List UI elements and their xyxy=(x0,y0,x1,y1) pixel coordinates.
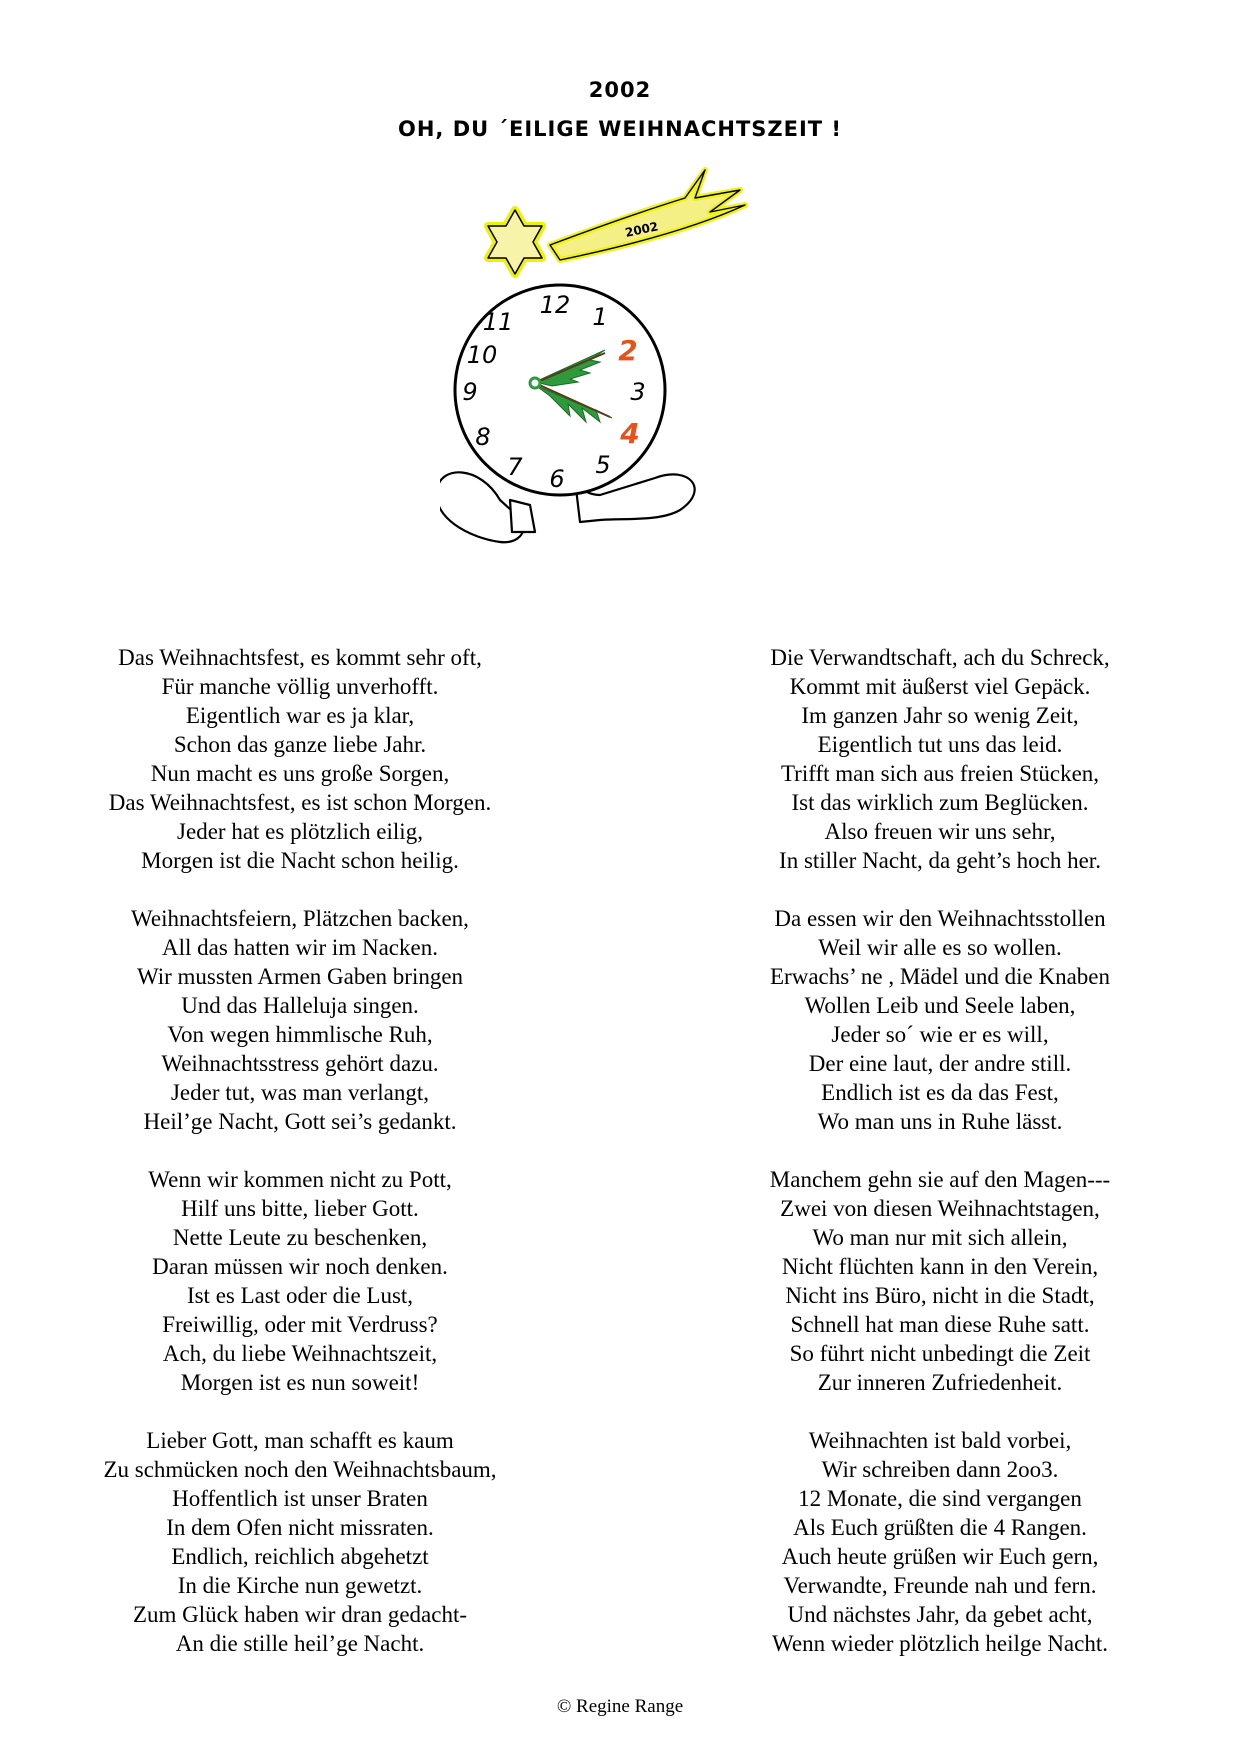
poem-left-column xyxy=(40,643,560,1687)
clock-icon xyxy=(455,285,665,495)
clock-illustration xyxy=(440,160,800,610)
poem-line: Wollen Leib und Seele laben, xyxy=(804,993,1076,1018)
poem-line: Ist das wirklich zum Beglücken. xyxy=(791,790,1089,815)
year-heading: 2002 xyxy=(588,78,652,102)
poem-stanza xyxy=(680,643,1200,875)
poem-line: Freiwillig, oder mit Verdruss? xyxy=(162,1312,438,1337)
poem-line: Zu schmücken noch den Weihnachtsbaum, xyxy=(103,1457,497,1482)
poem-line: Zum Glück haben wir dran gedacht- xyxy=(132,1602,468,1627)
poem-line: Ist es Last oder die Lust, xyxy=(186,1283,414,1308)
poem-line: Manchem gehn sie auf den Magen--- xyxy=(769,1167,1111,1192)
poem-stanza xyxy=(680,1165,1200,1397)
poem-line: Eigentlich war es ja klar, xyxy=(185,703,415,728)
clock-number-8: 8 xyxy=(475,423,491,451)
poem-line: Morgen ist es nun soweit! xyxy=(180,1370,420,1395)
poem-line: Verwandte, Freunde nah und fern. xyxy=(783,1573,1097,1598)
poem-stanza xyxy=(40,1426,560,1658)
poem-line: 12 Monate, die sind vergangen xyxy=(798,1486,1082,1511)
poem-line: Und das Halleluja singen. xyxy=(181,993,419,1018)
poem-line: Das Weihnachtsfest, es ist schon Morgen. xyxy=(108,790,492,815)
poem-line: Da essen wir den Weihnachtsstollen xyxy=(774,906,1106,931)
poem-line: Weil wir alle es so wollen. xyxy=(818,935,1062,960)
poem-line: Im ganzen Jahr so wenig Zeit, xyxy=(801,703,1079,728)
clock-number-7: 7 xyxy=(507,453,523,481)
poem-line: Das Weihnachtsfest, es kommt sehr oft, xyxy=(118,645,482,670)
poem-stanza xyxy=(680,1426,1200,1658)
poem-line: Wenn wir kommen nicht zu Pott, xyxy=(148,1167,452,1192)
poem-line: Die Verwandtschaft, ach du Schreck, xyxy=(770,645,1110,670)
poem-line: Jeder tut, was man verlangt, xyxy=(170,1080,430,1105)
poem-line: Kommt mit äußerst viel Gepäck. xyxy=(789,674,1091,699)
poem-line: Von wegen himmlische Ruh, xyxy=(167,1022,433,1047)
poem-line: Hilf uns bitte, lieber Gott. xyxy=(181,1196,419,1221)
poem-stanza xyxy=(680,904,1200,1136)
poem-line: In dem Ofen nicht missraten. xyxy=(166,1515,434,1540)
poem-line: Nicht ins Büro, nicht in die Stadt, xyxy=(785,1283,1095,1308)
shooting-star-icon xyxy=(488,170,745,274)
poem-line: Wo man uns in Ruhe lässt. xyxy=(817,1109,1063,1134)
poem-line: Eigentlich tut uns das leid. xyxy=(817,732,1063,757)
poem-line: Und nächstes Jahr, da gebet acht, xyxy=(787,1602,1093,1627)
poem-line: Wir schreiben dann 2oo3. xyxy=(821,1457,1059,1482)
poem-line: Weihnachtsstress gehört dazu. xyxy=(161,1051,439,1076)
poem-stanza xyxy=(40,643,560,875)
poem-line: Schon das ganze liebe Jahr. xyxy=(173,732,427,757)
clock-number-12: 12 xyxy=(539,291,571,319)
clock-number-10: 10 xyxy=(466,341,498,369)
poem-line: Daran müssen wir noch denken. xyxy=(152,1254,448,1279)
poem-line: Auch heute grüßen wir Euch gern, xyxy=(781,1544,1099,1569)
poem-line: Jeder hat es plötzlich eilig, xyxy=(177,819,423,844)
poem-line: Erwachs’ ne , Mädel und die Knaben xyxy=(770,964,1110,989)
poem-stanza xyxy=(40,904,560,1136)
poem-line: All das hatten wir im Nacken. xyxy=(162,935,438,960)
poem-line: Zur inneren Zufriedenheit. xyxy=(817,1370,1063,1395)
poem-line: Weihnachtsfeiern, Plätzchen backen, xyxy=(131,906,469,931)
poem-line: Jeder so´ wie er es will, xyxy=(831,1022,1049,1047)
poem-line: Nun macht es uns große Sorgen, xyxy=(150,761,450,786)
poem-line: Für manche völlig unverhofft. xyxy=(161,674,439,699)
poem-line: In stiller Nacht, da geht’s hoch her. xyxy=(779,848,1101,873)
clock-number-9: 9 xyxy=(462,378,478,406)
poem-line: Wir mussten Armen Gaben bringen xyxy=(136,964,464,989)
poem-line: Morgen ist die Nacht schon heilig. xyxy=(141,848,459,873)
poem-line: Hoffentlich ist unser Braten xyxy=(172,1486,428,1511)
clock-number-4: 4 xyxy=(620,417,640,450)
poem-line: Endlich, reichlich abgehetzt xyxy=(171,1544,429,1569)
poem-line: Endlich ist es da das Fest, xyxy=(821,1080,1059,1105)
poem-stanza xyxy=(40,1165,560,1397)
clock-number-6: 6 xyxy=(549,465,565,493)
poem-line: Also freuen wir uns sehr, xyxy=(824,819,1056,844)
clock-number-11: 11 xyxy=(482,308,514,336)
poem-line: Der eine laut, der andre still. xyxy=(808,1051,1072,1076)
poem-line: Wo man nur mit sich allein, xyxy=(812,1225,1068,1250)
poem-line: Als Euch grüßten die 4 Rangen. xyxy=(793,1515,1087,1540)
poem-line: Wenn wieder plötzlich heilge Nacht. xyxy=(772,1631,1108,1656)
clock-number-3: 3 xyxy=(630,378,646,406)
poem-title: OH, DU ´EILIGE WEIHNACHTSZEIT ! xyxy=(397,117,843,141)
poem-line: Lieber Gott, man schafft es kaum xyxy=(146,1428,454,1453)
poem-line: Weihnachten ist bald vorbei, xyxy=(808,1428,1072,1453)
poem-line: So führt nicht unbedingt die Zeit xyxy=(789,1341,1091,1366)
poem-line: An die stille heil’ge Nacht. xyxy=(175,1631,425,1656)
poem-line: In die Kirche nun gewetzt. xyxy=(177,1573,423,1598)
clock-number-5: 5 xyxy=(595,451,611,479)
poem-line: Nicht flüchten kann in den Verein, xyxy=(781,1254,1099,1279)
copyright-notice: © Regine Range xyxy=(556,1696,684,1717)
poem-right-column xyxy=(680,643,1200,1687)
poem-line: Heil’ge Nacht, Gott sei’s gedankt. xyxy=(143,1109,457,1134)
poem-line: Nette Leute zu beschenken, xyxy=(172,1225,428,1250)
clock-number-2: 2 xyxy=(618,334,638,367)
poem-line: Ach, du liebe Weihnachtszeit, xyxy=(162,1341,438,1366)
poem-line: Zwei von diesen Weihnachtstagen, xyxy=(780,1196,1100,1221)
poem-line: Schnell hat man diese Ruhe satt. xyxy=(790,1312,1090,1337)
comet-year-label: 2002 xyxy=(623,219,660,240)
poem-line: Trifft man sich aus freien Stücken, xyxy=(780,761,1100,786)
clock-number-1: 1 xyxy=(592,303,608,331)
